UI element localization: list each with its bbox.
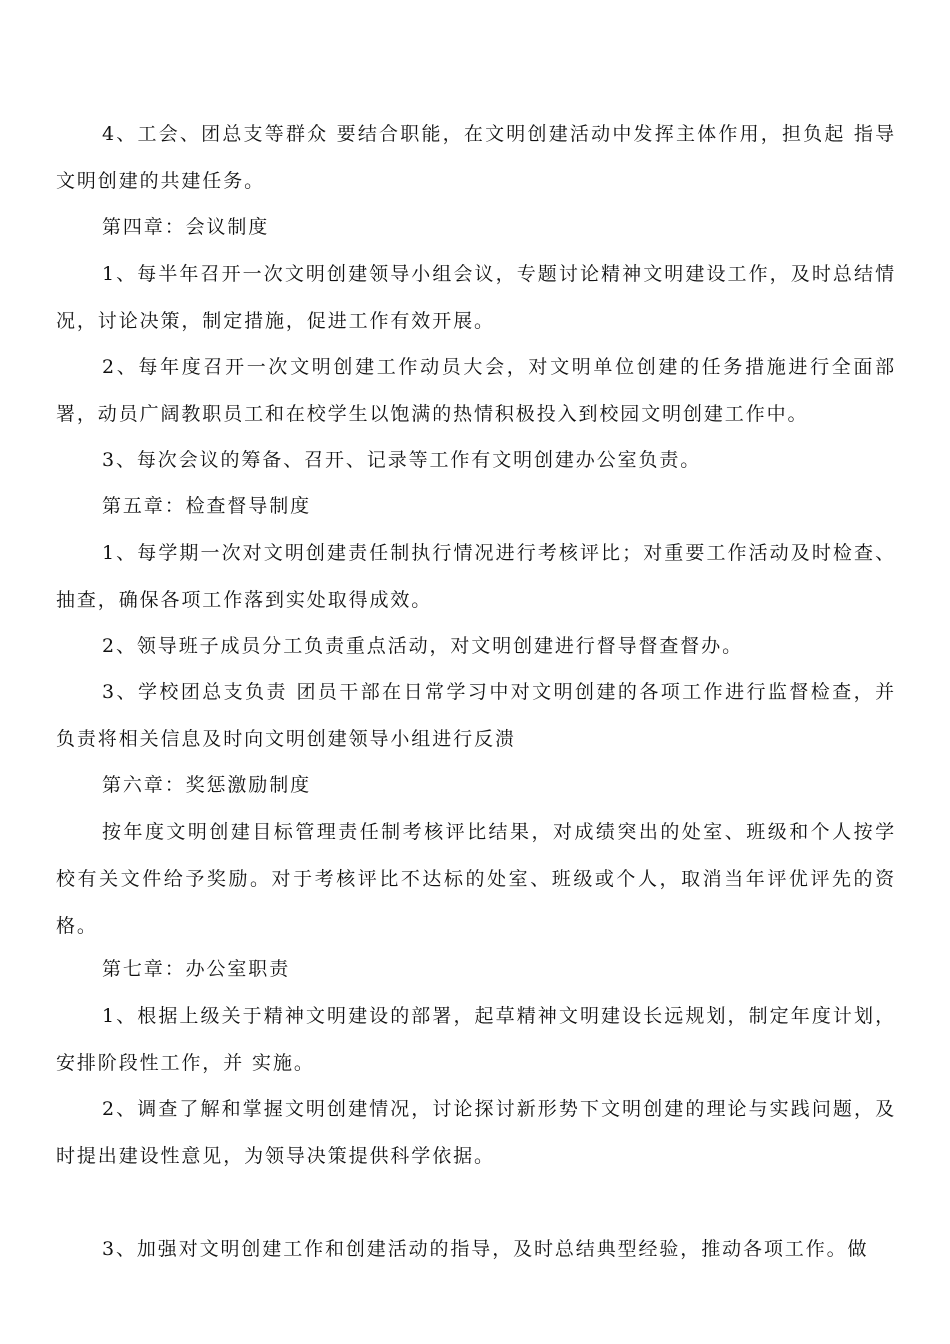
paragraph-office-3: 3、加强对文明创建工作和创建活动的指导，及时总结典型经验，推动各项工作。做: [102, 1238, 869, 1260]
chapter-5-heading: 第五章：检查督导制度: [102, 495, 312, 517]
chapter-4-heading: 第四章：会议制度: [102, 216, 270, 238]
paragraph-inspection-2: 2、领导班子成员分工负责重点活动，对文明创建进行督导督查督办。: [102, 635, 743, 657]
paragraph-inspection-1: 1、每学期一次对文明创建责任制执行情况进行考核评比；对重要工作活动及时检查、抽查，确保各项工作落到实处取得成效。: [56, 542, 896, 611]
chapter-7-heading: 第七章：办公室职责: [102, 958, 291, 980]
paragraph-meeting-2: 2、每年度召开一次文明创建工作动员大会，对文明单位创建的任务措施进行全面部署，动员广阔教职员工和在校学生以饱满的热情积极投入到校园文明创建工作中。: [56, 356, 896, 425]
paragraph-office-2: 2、调查了解和掌握文明创建情况，讨论探讨新形势下文明创建的理论与实践问题，及时提出建设性意见，为领导决策提供科学依据。: [56, 1098, 896, 1167]
paragraph-meeting-3: 3、每次会议的筹备、召开、记录等工作有文明创建办公室负责。: [102, 449, 702, 471]
paragraph-inspection-3: 3、学校团总支负责 团员干部在日常学习中对文明创建的各项工作进行监督检查，并负责将相关信息及时向文明创建领导小组进行反溃: [56, 681, 896, 750]
paragraph-union-role: 4、工会、团总支等群众 要结合职能，在文明创建活动中发挥主体作用，担负起 指导文明创建的共建任务。: [56, 123, 896, 192]
chapter-6-heading: 第六章：奖惩激励制度: [102, 774, 312, 796]
paragraph-meeting-1: 1、每半年召开一次文明创建领导小组会议，专题讨论精神文明建设工作，及时总结情况，讨论决策，制定措施，促进工作有效开展。: [56, 263, 896, 332]
paragraph-office-1: 1、根据上级关于精神文明建设的部署，起草精神文明建设长远规划，制定年度计划，安排阶段性工作，并 实施。: [56, 1005, 896, 1074]
paragraph-rewards: 按年度文明创建目标管理责任制考核评比结果，对成绩突出的处室、班级和个人按学校有关文件给予奖励。对于考核评比不达标的处室、班级或个人，取消当年评优评先的资格。: [56, 821, 896, 937]
